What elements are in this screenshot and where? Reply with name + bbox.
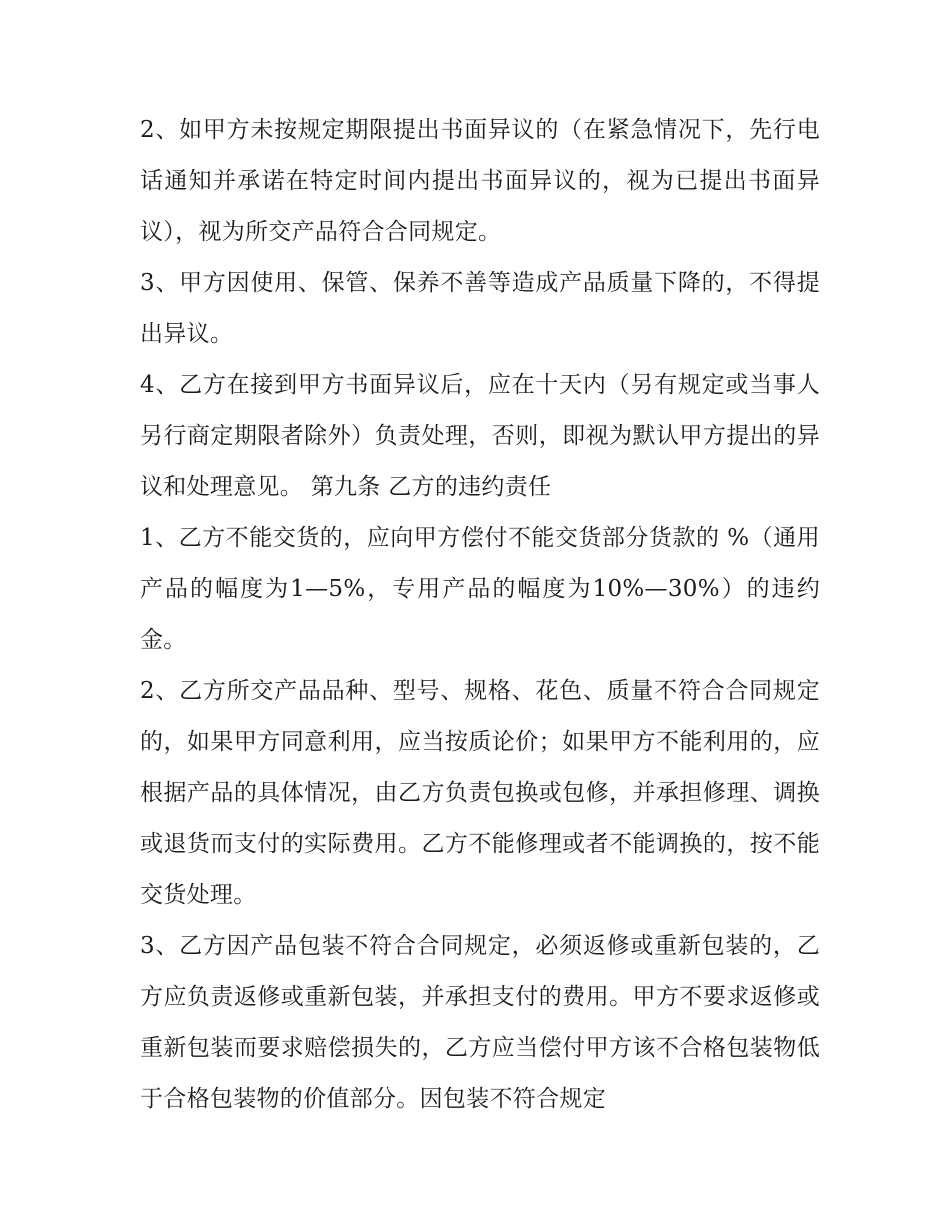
paragraph-3-improper-use: 3、甲方因使用、保管、保养不善等造成产品质量下降的，不得提出异议。 — [140, 270, 820, 347]
paragraph-4-handling-objection: 4、乙方在接到甲方书面异议后，应在十天内（另有规定或当事人另行商定期限者除外）负责处理，否则，即视为默认甲方提出的异议和处理意见。 第九条 乙方的违约责任 — [140, 372, 820, 500]
document-body — [140, 105, 820, 1125]
paragraph-1-failure-to-deliver: 1、乙方不能交货的，应向甲方偿付不能交货部分货款的 %（通用产品的幅度为1—5%，专用产品的幅度为10%—30%）的违约金。 — [140, 525, 820, 653]
paragraph-2-objection-deadline: 2、如甲方未按规定期限提出书面异议的（在紧急情况下，先行电话通知并承诺在特定时间内提出书面异议的，视为已提出书面异议），视为所交产品符合合同规定。 — [140, 117, 820, 245]
paragraph-2-nonconforming-goods: 2、乙方所交产品品种、型号、规格、花色、质量不符合合同规定的，如果甲方同意利用，应当按质论价；如果甲方不能利用的，应根据产品的具体情况，由乙方负责包换或包修，并承担修理、调换或退货而支付的实际费用。乙方不能修理或者不能调换的，按不能交货处理。 — [140, 678, 820, 908]
paragraph-3-packaging: 3、乙方因产品包装不符合合同规定，必须返修或重新包装的，乙方应负责返修或重新包装，并承担支付的费用。甲方不要求返修或重新包装而要求赔偿损失的，乙方应当偿付甲方该不合格包装物低于合格包装物的价值部分。因包装不符合规定 — [140, 933, 820, 1112]
